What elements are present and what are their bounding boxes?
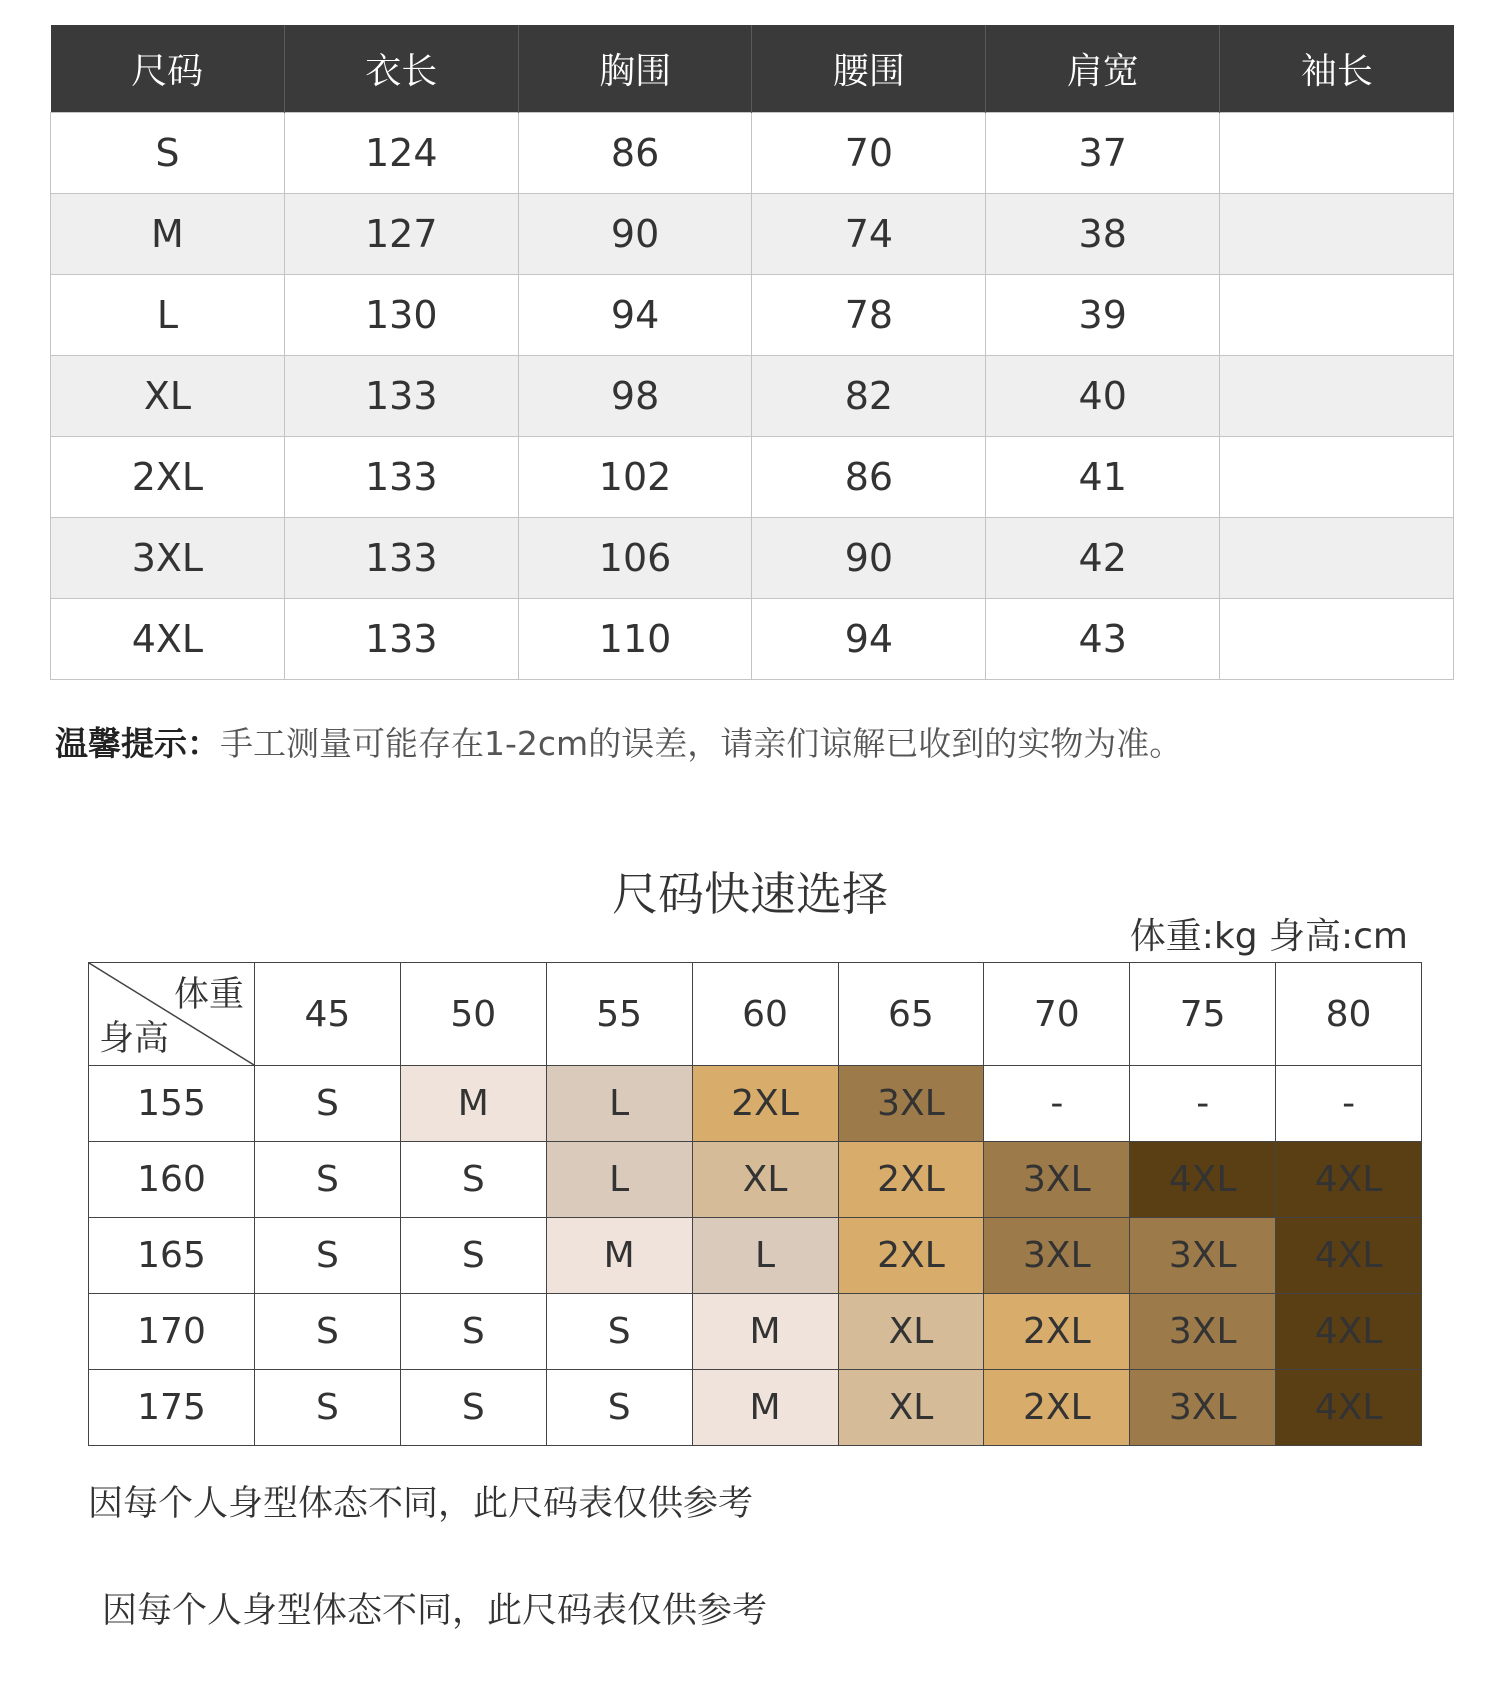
size-cell: S [546, 1370, 692, 1446]
cell-size: 2XL [51, 437, 285, 518]
size-cell: 3XL [984, 1218, 1130, 1294]
cell-chest: 90 [518, 194, 752, 275]
cell-sleeve [1220, 113, 1454, 194]
table-row [51, 518, 1454, 599]
size-cell: S [255, 1142, 401, 1218]
cell-size: 3XL [51, 518, 285, 599]
size-cell: - [1130, 1066, 1276, 1142]
quick-select-title: 尺码快速选择 [612, 867, 888, 921]
measurement-header-row [51, 25, 1454, 113]
size-recommendation-table [88, 962, 1422, 1446]
weight-header: 60 [692, 963, 838, 1066]
corner-height-label: 身高 [99, 1019, 170, 1059]
header-shoulder: 肩宽 [986, 25, 1220, 113]
note-label: 温馨提示： [55, 724, 220, 763]
size-cell: S [255, 1294, 401, 1370]
cell-length: 133 [284, 437, 518, 518]
size-cell: S [255, 1066, 401, 1142]
disclaimer-text: 因每个人身型体态不同，此尺码表仅供参考 [88, 1484, 754, 1524]
size-cell: 3XL [984, 1142, 1130, 1218]
size-cell: 2XL [984, 1294, 1130, 1370]
cell-sleeve [1220, 275, 1454, 356]
height-header: 175 [89, 1370, 255, 1446]
table-row [51, 437, 1454, 518]
cell-size: L [51, 275, 285, 356]
size-cell: 4XL [1130, 1142, 1276, 1218]
size-cell: S [400, 1142, 546, 1218]
size-cell: 4XL [1276, 1218, 1422, 1294]
size-cell: 2XL [838, 1218, 984, 1294]
header-sleeve: 袖长 [1220, 25, 1454, 113]
height-header: 160 [89, 1142, 255, 1218]
cell-shoulder: 37 [986, 113, 1220, 194]
size-cell: 4XL [1276, 1142, 1422, 1218]
weight-header: 80 [1276, 963, 1422, 1066]
cell-length: 133 [284, 356, 518, 437]
cell-chest: 86 [518, 113, 752, 194]
size-cell: XL [692, 1142, 838, 1218]
size-cell: S [400, 1294, 546, 1370]
cell-shoulder: 41 [986, 437, 1220, 518]
weight-header: 55 [546, 963, 692, 1066]
size-cell: - [984, 1066, 1130, 1142]
table-row [89, 1066, 1422, 1142]
table-row [51, 194, 1454, 275]
size-cell: M [546, 1218, 692, 1294]
cell-length: 130 [284, 275, 518, 356]
cell-length: 133 [284, 518, 518, 599]
cell-waist: 78 [752, 275, 986, 356]
cell-shoulder: 38 [986, 194, 1220, 275]
size-cell: 2XL [984, 1370, 1130, 1446]
measurement-note [55, 718, 1182, 765]
cell-shoulder: 40 [986, 356, 1220, 437]
weight-header: 65 [838, 963, 984, 1066]
weight-header: 75 [1130, 963, 1276, 1066]
size-cell: M [692, 1294, 838, 1370]
cell-size: S [51, 113, 285, 194]
cell-waist: 94 [752, 599, 986, 680]
height-header: 155 [89, 1066, 255, 1142]
size-cell: L [692, 1218, 838, 1294]
cell-size: M [51, 194, 285, 275]
size-cell: L [546, 1142, 692, 1218]
size-cell: 3XL [1130, 1218, 1276, 1294]
cell-shoulder: 39 [986, 275, 1220, 356]
size-cell: - [1276, 1066, 1422, 1142]
size-cell: 4XL [1276, 1370, 1422, 1446]
size-cell: 2XL [692, 1066, 838, 1142]
size-cell: M [692, 1370, 838, 1446]
cell-size: 4XL [51, 599, 285, 680]
size-cell: XL [838, 1294, 984, 1370]
cell-sleeve [1220, 437, 1454, 518]
table-row [89, 1370, 1422, 1446]
header-length: 衣长 [284, 25, 518, 113]
size-cell: S [255, 1218, 401, 1294]
corner-weight-label: 体重 [173, 975, 244, 1015]
table-row [89, 1294, 1422, 1370]
table-row [51, 113, 1454, 194]
size-cell: S [546, 1294, 692, 1370]
size-cell: 3XL [1130, 1370, 1276, 1446]
header-chest: 胸围 [518, 25, 752, 113]
height-header: 170 [89, 1294, 255, 1370]
size-cell: S [400, 1370, 546, 1446]
size-cell: 2XL [838, 1142, 984, 1218]
table-row [89, 1218, 1422, 1294]
cell-chest: 102 [518, 437, 752, 518]
weight-header: 70 [984, 963, 1130, 1066]
cell-waist: 82 [752, 356, 986, 437]
weight-header-row [89, 963, 1422, 1066]
table-row [51, 599, 1454, 680]
cell-waist: 86 [752, 437, 986, 518]
size-cell: S [400, 1218, 546, 1294]
height-header: 165 [89, 1218, 255, 1294]
cell-length: 133 [284, 599, 518, 680]
weight-header: 50 [400, 963, 546, 1066]
cell-waist: 90 [752, 518, 986, 599]
cell-sleeve [1220, 194, 1454, 275]
cell-sleeve [1220, 356, 1454, 437]
cell-sleeve [1220, 518, 1454, 599]
table-row [51, 275, 1454, 356]
size-cell: S [255, 1370, 401, 1446]
size-cell: 3XL [838, 1066, 984, 1142]
corner-cell [89, 963, 255, 1066]
cell-shoulder: 42 [986, 518, 1220, 599]
size-cell: 4XL [1276, 1294, 1422, 1370]
size-cell: 3XL [1130, 1294, 1276, 1370]
table-row [51, 356, 1454, 437]
cell-waist: 70 [752, 113, 986, 194]
cell-chest: 98 [518, 356, 752, 437]
cell-sleeve [1220, 599, 1454, 680]
header-waist: 腰围 [752, 25, 986, 113]
size-cell: XL [838, 1370, 984, 1446]
cell-size: XL [51, 356, 285, 437]
measurement-table [50, 25, 1454, 680]
table-row [89, 1142, 1422, 1218]
weight-header: 45 [255, 963, 401, 1066]
note-text: 手工测量可能存在1-2cm的误差，请亲们谅解已收到的实物为准。 [220, 724, 1183, 763]
cell-length: 124 [284, 113, 518, 194]
cell-chest: 94 [518, 275, 752, 356]
cell-shoulder: 43 [986, 599, 1220, 680]
disclaimer-text: 因每个人身型体态不同，此尺码表仅供参考 [102, 1591, 768, 1631]
units-label: 体重:kg 身高:cm [1129, 916, 1408, 957]
cell-waist: 74 [752, 194, 986, 275]
cell-chest: 106 [518, 518, 752, 599]
size-cell: M [400, 1066, 546, 1142]
size-cell: L [546, 1066, 692, 1142]
cell-length: 127 [284, 194, 518, 275]
cell-chest: 110 [518, 599, 752, 680]
header-size: 尺码 [51, 25, 285, 113]
